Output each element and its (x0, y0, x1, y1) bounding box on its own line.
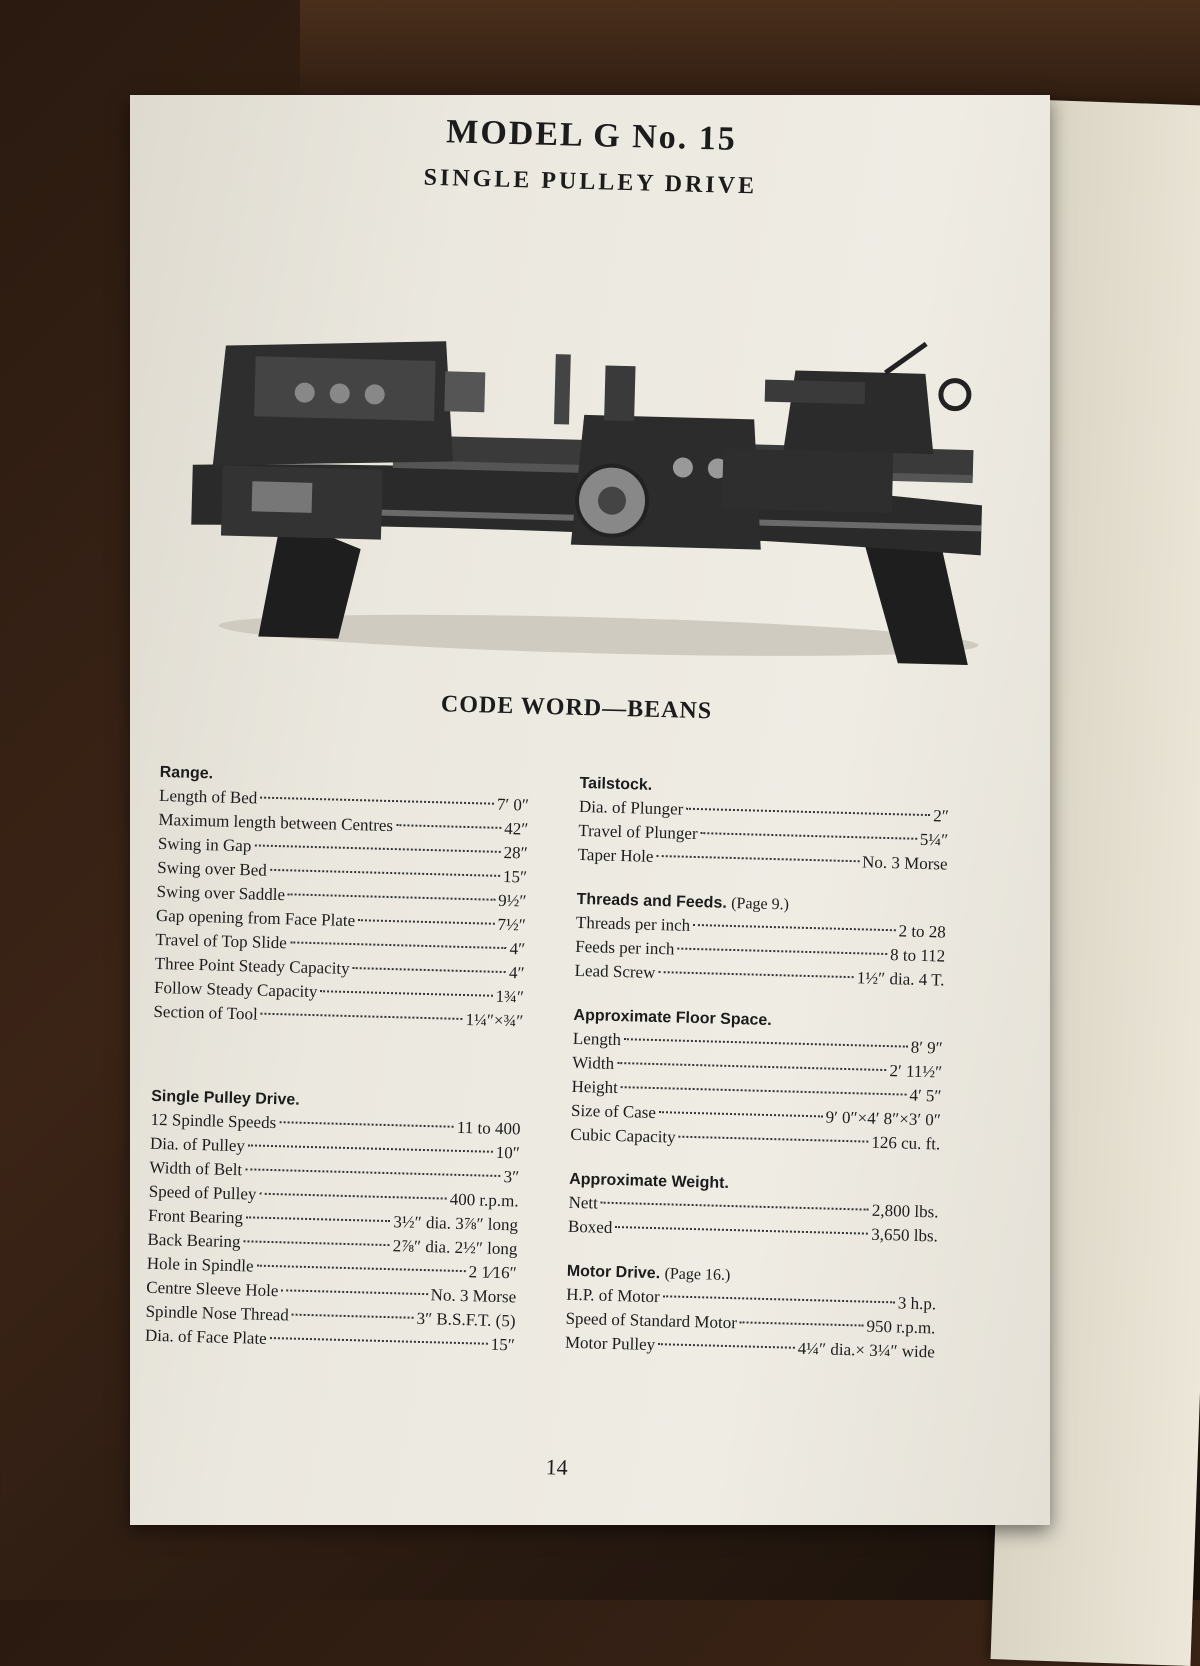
spec-label: Threads per inch (575, 912, 691, 935)
code-word: CODE WORD—BEANS (440, 691, 713, 725)
spec-value: 2′ 11½″ (889, 1061, 943, 1082)
spec-value: 126 cu. ft. (871, 1132, 941, 1154)
spec-value: 2⅞″ dia. 2½″ long (392, 1236, 518, 1259)
spec-label: Nett (568, 1192, 599, 1213)
spec-value: 42″ (504, 818, 529, 839)
spec-section-floor-space (570, 1007, 944, 1157)
spec-label: 12 Spindle Speeds (150, 1109, 277, 1133)
spec-value: 11 to 400 (456, 1117, 521, 1139)
spec-value: 2 1⁄16″ (468, 1262, 518, 1283)
spec-value: No. 3 Morse (861, 852, 948, 874)
spec-value: 3 h.p. (897, 1293, 937, 1314)
catalogue-page (130, 95, 1050, 1525)
page-title: MODEL G No. 15 (445, 113, 738, 158)
spec-label: Gap opening from Face Plate (155, 905, 356, 931)
spec-value: 4¼″ dia.× 3¼″ wide (797, 1338, 936, 1362)
spec-label: Front Bearing (147, 1205, 244, 1228)
spec-label: Swing in Gap (157, 833, 252, 856)
section-heading: Threads and Feeds. (Page 9.) (576, 890, 790, 914)
right-spec-column (564, 775, 950, 1388)
spec-label: Size of Case (570, 1100, 657, 1123)
spec-label: Centre Sleeve Hole (146, 1277, 279, 1301)
left-spec-column (144, 764, 530, 1381)
section-heading: Tailstock. (579, 774, 653, 794)
spec-label: Dia. of Pulley (149, 1133, 246, 1156)
spec-section-single-pulley-drive (145, 1088, 522, 1358)
spec-label: Swing over Bed (157, 857, 268, 880)
spec-label: Length of Bed (158, 785, 258, 808)
spec-section-weight (568, 1171, 940, 1249)
spec-label: Boxed (567, 1216, 613, 1237)
spec-label: Swing over Saddle (156, 881, 286, 905)
page-subtitle: SINGLE PULLEY DRIVE (423, 164, 758, 200)
spec-label: Taper Hole (577, 844, 654, 866)
spec-label: Speed of Standard Motor (565, 1308, 738, 1333)
spec-value: 28″ (503, 842, 529, 863)
spec-value: 4″ (508, 963, 525, 983)
spec-value: 1½″ dia. 4 T. (856, 968, 945, 990)
spec-value: 9½″ (497, 890, 527, 911)
spec-section-threads-feeds (574, 891, 946, 993)
spec-value: 2 to 28 (898, 921, 947, 942)
spec-value: 4″ (509, 939, 526, 959)
section-heading: Approximate Floor Space. (573, 1006, 772, 1030)
spec-label: Travel of Plunger (578, 820, 698, 844)
spec-section-tailstock (577, 775, 949, 877)
spec-label: Cubic Capacity (570, 1124, 676, 1147)
section-heading: Range. (159, 763, 214, 783)
spec-label: Dia. of Face Plate (144, 1325, 268, 1348)
spec-label: Width of Belt (149, 1157, 243, 1180)
spec-label: Three Point Steady Capacity (154, 953, 350, 978)
spec-value: 950 r.p.m. (866, 1316, 936, 1338)
page-number: 14 (545, 1454, 569, 1480)
spec-value: 7½″ (497, 914, 527, 935)
section-heading: Approximate Weight. (569, 1170, 730, 1192)
spec-value: 2,800 lbs. (871, 1200, 939, 1222)
spec-label: H.P. of Motor (565, 1284, 660, 1307)
lathe-illustration (158, 214, 1009, 676)
spec-value: 400 r.p.m. (449, 1189, 519, 1211)
spec-value: 8 to 112 (889, 945, 946, 966)
page-reference: (Page 16.) (664, 1265, 731, 1285)
page-content (95, 83, 1052, 1537)
spec-value: No. 3 Morse (430, 1285, 517, 1307)
spec-label: Lead Screw (574, 960, 656, 982)
spec-value: 2″ (933, 806, 950, 826)
section-heading: Motor Drive. (Page 16.) (566, 1262, 731, 1285)
spec-value: 3″ B.S.F.T. (5) (416, 1308, 516, 1331)
spec-label: Back Bearing (147, 1229, 241, 1252)
spec-value: 3″ (503, 1167, 520, 1187)
spec-value: 3½″ dia. 3⅞″ long (393, 1212, 519, 1235)
spec-label: Motor Pulley (564, 1332, 656, 1355)
spec-label: Travel of Top Slide (155, 929, 288, 953)
spec-value: 9′ 0″×4′ 8″×3′ 0″ (825, 1107, 942, 1130)
spec-section-motor-drive (565, 1263, 937, 1365)
spec-label: Feeds per inch (575, 936, 675, 959)
spec-value: 15″ (502, 866, 528, 887)
spec-value: 4′ 5″ (909, 1085, 942, 1106)
spec-value: 8′ 9″ (910, 1037, 944, 1058)
spec-section-range (153, 764, 530, 1034)
spec-value: 1¾″ (495, 986, 525, 1007)
spec-value: 1¼″×¾″ (465, 1010, 524, 1031)
spec-label: Hole in Spindle (146, 1253, 254, 1276)
spec-value: 15″ (490, 1334, 516, 1355)
section-heading: Single Pulley Drive. (151, 1087, 300, 1109)
page-reference: (Page 9.) (730, 894, 790, 914)
spec-label: Section of Tool (153, 1001, 258, 1024)
spec-label: Length (572, 1028, 622, 1050)
spec-value: 7′ 0″ (496, 794, 530, 815)
spec-label: Maximum length between Centres (158, 809, 394, 836)
spec-label: Dia. of Plunger (578, 796, 684, 819)
spec-value: 3,650 lbs. (871, 1224, 939, 1246)
spec-label: Speed of Pulley (148, 1181, 257, 1204)
spec-label: Spindle Nose Thread (145, 1301, 290, 1325)
spec-label: Height (571, 1076, 619, 1098)
spec-value: 10″ (495, 1142, 521, 1163)
spec-label: Follow Steady Capacity (153, 977, 318, 1002)
spec-label: Width (572, 1052, 615, 1073)
spec-value: 5¼″ (919, 829, 949, 850)
